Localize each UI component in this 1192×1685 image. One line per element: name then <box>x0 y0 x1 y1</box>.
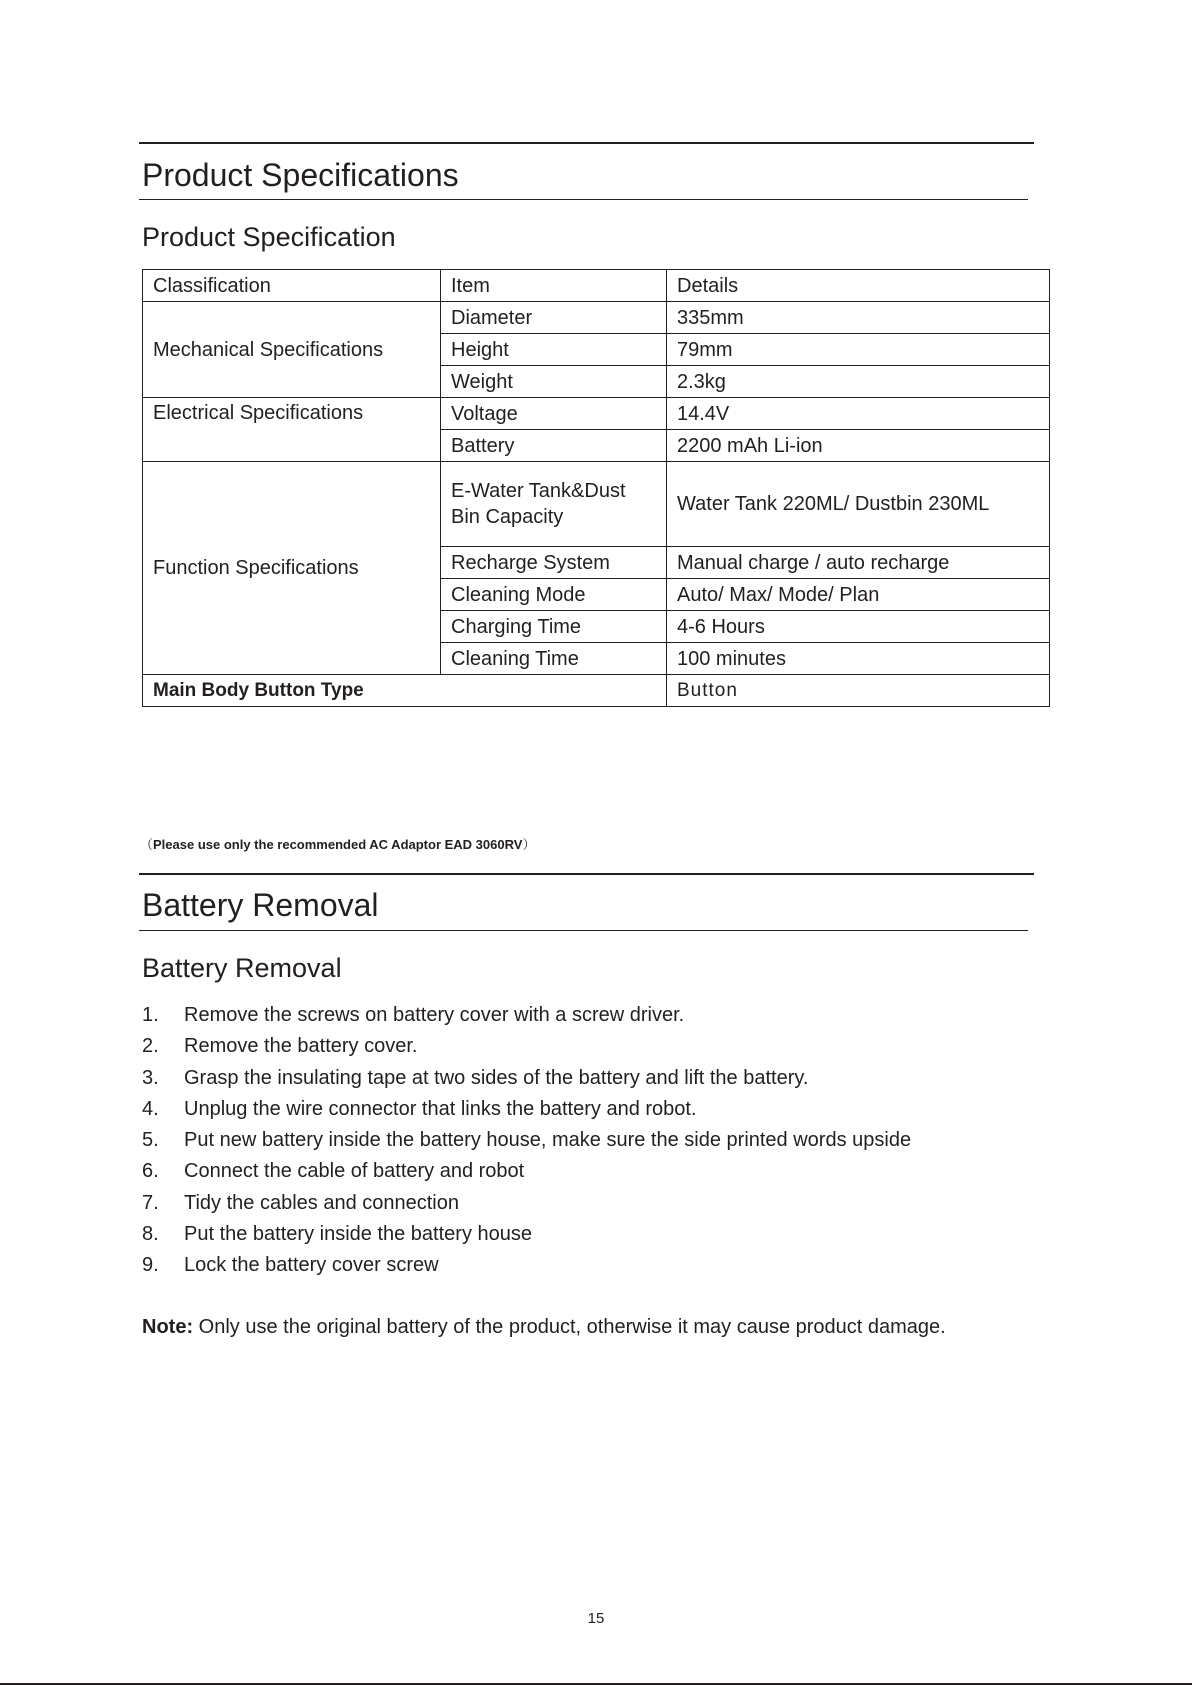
item-cell: Cleaning Time <box>441 643 667 675</box>
step-number: 2. <box>142 1035 159 1058</box>
classification-mechanical: Mechanical Specifications <box>143 302 441 398</box>
table-row <box>143 675 1050 707</box>
item-cell: Cleaning Mode <box>441 579 667 611</box>
item-cell: E-Water Tank&Dust Bin Capacity <box>441 462 667 547</box>
spec-table <box>142 269 1050 707</box>
step-text: Lock the battery cover screw <box>184 1254 439 1277</box>
list-item <box>142 1252 911 1283</box>
table-row <box>143 462 1050 547</box>
details-cell: 14.4V <box>667 398 1050 430</box>
adaptor-note-text: Please use only the recommended AC Adaptor EAD 3060RV <box>153 837 523 852</box>
section1-subtitle: Product Specification <box>142 222 396 252</box>
note-label: Note: <box>142 1316 194 1338</box>
battery-note <box>142 1314 946 1340</box>
step-text: Connect the cable of battery and robot <box>184 1160 525 1183</box>
step-text: Unplug the wire connector that links the battery and robot. <box>184 1097 697 1120</box>
step-text: Put new battery inside the battery house, make sure the side printed words upside <box>184 1129 912 1152</box>
section2-top-rule <box>139 873 1034 875</box>
list-item <box>142 1158 911 1189</box>
adaptor-note <box>140 836 535 854</box>
list-item <box>142 1190 911 1221</box>
step-number: 6. <box>142 1160 159 1183</box>
step-number: 7. <box>142 1191 159 1214</box>
details-cell: 100 minutes <box>667 643 1050 675</box>
item-cell: Diameter <box>441 302 667 334</box>
item-cell: Height <box>441 334 667 366</box>
list-item <box>142 1096 911 1127</box>
details-cell: 2.3kg <box>667 366 1050 398</box>
step-number: 8. <box>142 1223 159 1246</box>
step-number: 5. <box>142 1129 159 1152</box>
classification-function: Function Specifications <box>143 462 441 675</box>
item-cell: Voltage <box>441 398 667 430</box>
list-item <box>142 1002 911 1033</box>
details-cell: 79mm <box>667 334 1050 366</box>
step-number: 9. <box>142 1254 159 1277</box>
page-number: 15 <box>587 1610 605 1627</box>
table-row <box>143 398 1050 430</box>
details-cell: 335mm <box>667 302 1050 334</box>
step-number: 4. <box>142 1097 159 1120</box>
details-cell: Water Tank 220ML/ Dustbin 230ML <box>667 462 1050 547</box>
step-number: 1. <box>142 1004 159 1026</box>
section1-title-underline <box>139 199 1028 200</box>
header-details: Details <box>667 270 1050 302</box>
details-cell: Manual charge / auto recharge <box>667 547 1050 579</box>
item-cell: Battery <box>441 430 667 462</box>
table-header-row <box>143 270 1050 302</box>
step-text: Put the battery inside the battery house <box>184 1223 532 1246</box>
step-text: Remove the battery cover. <box>184 1035 418 1058</box>
header-classification: Classification <box>143 270 441 302</box>
step-text: Remove the screws on battery cover with a screw driver. <box>184 1004 685 1026</box>
button-type-details: Button <box>667 675 1050 707</box>
button-type-label: Main Body Button Type <box>143 675 667 707</box>
item-cell: Recharge System <box>441 547 667 579</box>
section1-top-rule <box>139 142 1034 144</box>
battery-removal-steps <box>142 1002 911 1284</box>
adaptor-note-close-paren: ） <box>522 837 536 852</box>
item-cell: Weight <box>441 366 667 398</box>
adaptor-note-open-paren: （ <box>140 837 154 852</box>
table-row <box>143 302 1050 334</box>
step-text: Tidy the cables and connection <box>184 1191 459 1214</box>
details-cell: Auto/ Max/ Mode/ Plan <box>667 579 1050 611</box>
step-text: Grasp the insulating tape at two sides of the battery and lift the battery. <box>184 1066 809 1089</box>
step-number: 3. <box>142 1066 159 1089</box>
section2-title-underline <box>139 930 1028 931</box>
section2-title: Battery Removal <box>142 887 379 923</box>
section1-title: Product Specifications <box>142 157 459 193</box>
item-cell: Charging Time <box>441 611 667 643</box>
details-cell: 4-6 Hours <box>667 611 1050 643</box>
list-item <box>142 1127 911 1158</box>
section2-subtitle: Battery Removal <box>142 953 342 983</box>
list-item <box>142 1221 911 1252</box>
details-cell: 2200 mAh Li-ion <box>667 430 1050 462</box>
list-item <box>142 1065 911 1096</box>
classification-electrical: Electrical Specifications <box>143 398 441 462</box>
list-item <box>142 1033 911 1064</box>
note-text: Only use the original battery of the product, otherwise it may cause product damage. <box>193 1316 946 1338</box>
header-item: Item <box>441 270 667 302</box>
